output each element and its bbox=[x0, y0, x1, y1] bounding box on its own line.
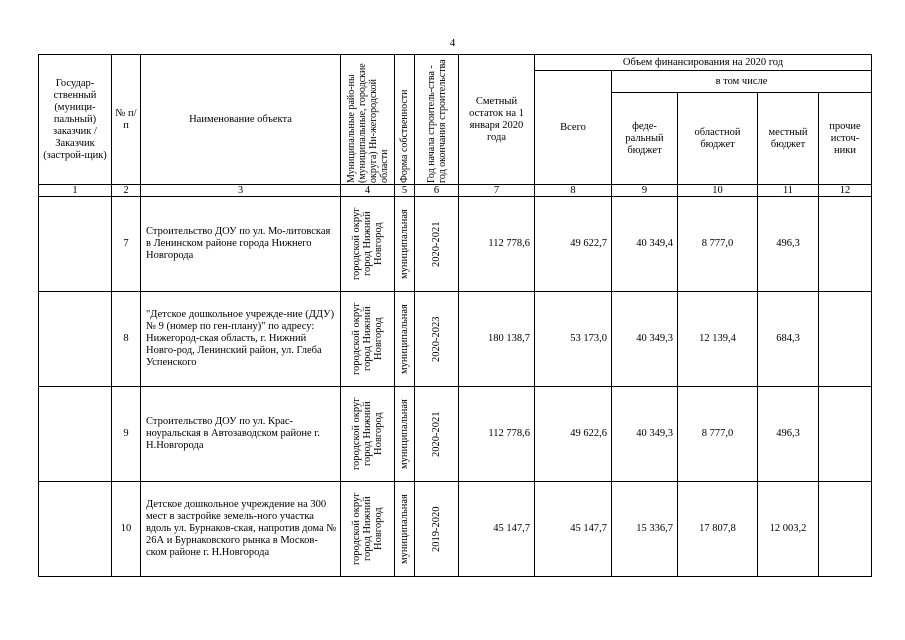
cell-other bbox=[819, 482, 872, 577]
header-including: в том числе bbox=[612, 71, 872, 93]
cell-estimate: 180 138,7 bbox=[459, 292, 535, 387]
col-number: 2 bbox=[112, 185, 141, 197]
cell-total: 49 622,6 bbox=[535, 387, 612, 482]
header-customer: Государ-ственный (муници-пальный) заказчик / Заказчик (застрой-щик) bbox=[39, 55, 112, 185]
cell-years: 2020-2021 bbox=[415, 197, 459, 292]
header-estimate-rest: Сметный остаток на 1 января 2020 года bbox=[459, 55, 535, 185]
col-number: 8 bbox=[535, 185, 612, 197]
cell-ownership: муниципальная bbox=[395, 197, 415, 292]
cell-num: 7 bbox=[112, 197, 141, 292]
header-total: Всего bbox=[535, 71, 612, 185]
cell-total: 49 622,7 bbox=[535, 197, 612, 292]
cell-federal: 40 349,3 bbox=[612, 292, 678, 387]
col-number: 11 bbox=[758, 185, 819, 197]
header-municipality: Муниципальные райо-ны (муниципальные, городские округа) Ни-жегородской области bbox=[341, 55, 395, 185]
header-federal: феде-ральный бюджет bbox=[612, 93, 678, 185]
cell-customer bbox=[39, 387, 112, 482]
cell-num: 8 bbox=[112, 292, 141, 387]
header-local: местный бюджет bbox=[758, 93, 819, 185]
cell-num: 9 bbox=[112, 387, 141, 482]
cell-ownership: муниципальная bbox=[395, 482, 415, 577]
cell-federal: 40 349,3 bbox=[612, 387, 678, 482]
cell-other bbox=[819, 292, 872, 387]
cell-years: 2019-2020 bbox=[415, 482, 459, 577]
cell-customer bbox=[39, 292, 112, 387]
cell-regional: 17 807,8 bbox=[678, 482, 758, 577]
cell-years: 2020-2021 bbox=[415, 387, 459, 482]
cell-other bbox=[819, 197, 872, 292]
cell-municipality: городской округ город Нижний Новгород bbox=[341, 482, 395, 577]
col-number: 5 bbox=[395, 185, 415, 197]
cell-estimate: 112 778,6 bbox=[459, 387, 535, 482]
cell-object-name: Строительство ДОУ по ул. Мо-литовская в Ленинском районе города Нижнего Новгорода bbox=[141, 197, 341, 292]
header-object-name: Наименование объекта bbox=[141, 55, 341, 185]
cell-num: 10 bbox=[112, 482, 141, 577]
header-regional: областной бюджет bbox=[678, 93, 758, 185]
col-number: 12 bbox=[819, 185, 872, 197]
header-num: № п/п bbox=[112, 55, 141, 185]
cell-customer bbox=[39, 482, 112, 577]
col-number: 10 bbox=[678, 185, 758, 197]
col-number: 1 bbox=[39, 185, 112, 197]
cell-local: 12 003,2 bbox=[758, 482, 819, 577]
cell-municipality: городской округ город Нижний Новгород bbox=[341, 387, 395, 482]
table-row bbox=[39, 292, 872, 387]
cell-federal: 40 349,4 bbox=[612, 197, 678, 292]
header-years: Год начала строитель-ства - год окончания строительства bbox=[415, 55, 459, 185]
cell-estimate: 45 147,7 bbox=[459, 482, 535, 577]
col-number: 4 bbox=[341, 185, 395, 197]
cell-local: 496,3 bbox=[758, 387, 819, 482]
cell-estimate: 112 778,6 bbox=[459, 197, 535, 292]
table-row bbox=[39, 387, 872, 482]
cell-federal: 15 336,7 bbox=[612, 482, 678, 577]
cell-local: 496,3 bbox=[758, 197, 819, 292]
header-other: прочие источ-ники bbox=[819, 93, 872, 185]
cell-customer bbox=[39, 197, 112, 292]
cell-years: 2020-2023 bbox=[415, 292, 459, 387]
cell-object-name: Строительство ДОУ по ул. Крас-ноуральская в Автозаводском районе г. Н.Новгорода bbox=[141, 387, 341, 482]
cell-municipality: городской округ город Нижний Новгород bbox=[341, 197, 395, 292]
cell-ownership: муниципальная bbox=[395, 387, 415, 482]
cell-ownership: муниципальная bbox=[395, 292, 415, 387]
col-number: 6 bbox=[415, 185, 459, 197]
cell-regional: 8 777,0 bbox=[678, 197, 758, 292]
cell-object-name: Детское дошкольное учреждение на 300 мест в застройке земель-ного участка вдоль ул. Бурнаков-ская, напротив дома № 26А и Бурнаковского рынка в Москов-ском районе г. Н.Новгорода bbox=[141, 482, 341, 577]
col-number: 9 bbox=[612, 185, 678, 197]
column-numbers-row bbox=[39, 185, 872, 197]
table-row bbox=[39, 197, 872, 292]
header-funding-group: Объем финансирования на 2020 год bbox=[535, 55, 872, 71]
cell-regional: 8 777,0 bbox=[678, 387, 758, 482]
cell-total: 53 173,0 bbox=[535, 292, 612, 387]
cell-other bbox=[819, 387, 872, 482]
cell-local: 684,3 bbox=[758, 292, 819, 387]
financing-table bbox=[38, 54, 872, 577]
table-row bbox=[39, 482, 872, 577]
cell-total: 45 147,7 bbox=[535, 482, 612, 577]
header-ownership: Форма собственности bbox=[395, 55, 415, 185]
col-number: 3 bbox=[141, 185, 341, 197]
cell-regional: 12 139,4 bbox=[678, 292, 758, 387]
col-number: 7 bbox=[459, 185, 535, 197]
cell-municipality: городской округ город Нижний Новгород bbox=[341, 292, 395, 387]
cell-object-name: "Детское дошкольное учрежде-ние (ДДУ) № 9 (номер по ген-плану)" по адресу: Нижегород-ская область, г. Нижний Новго-род, Ленинский район, ул. Глеба Успенского bbox=[141, 292, 341, 387]
page-number: 4 bbox=[449, 37, 456, 49]
